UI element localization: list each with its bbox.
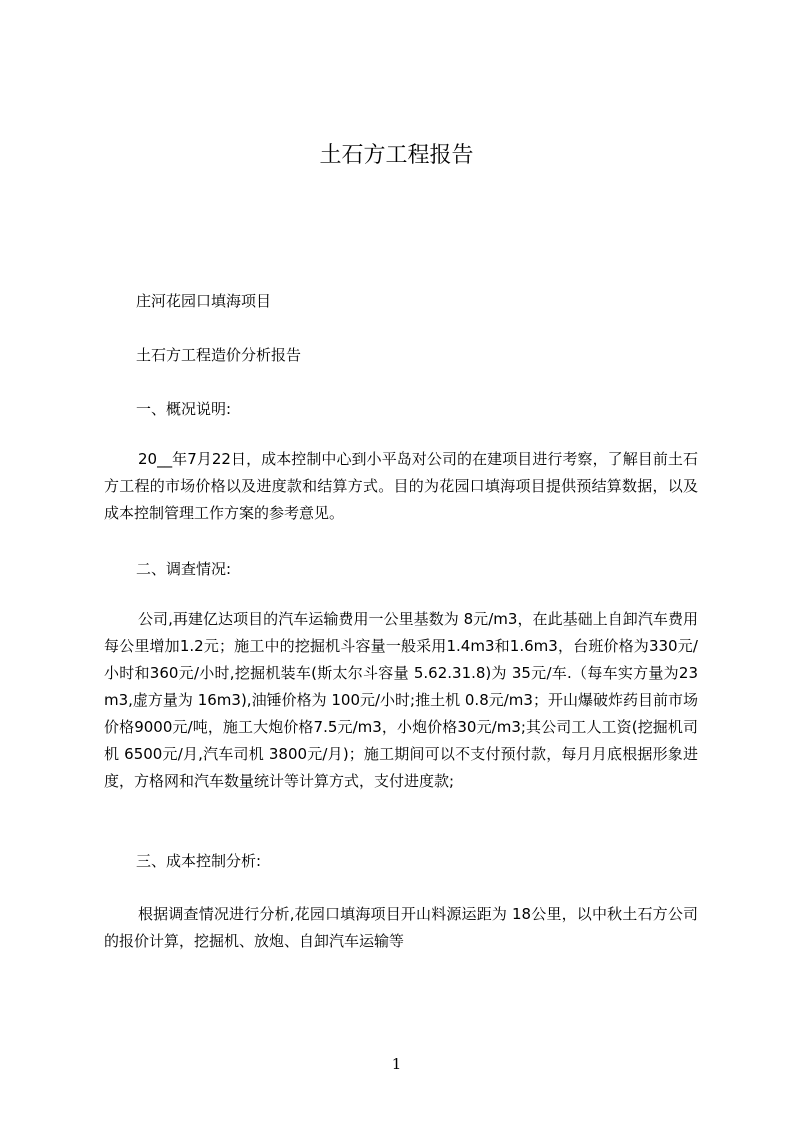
report-title: 土石方工程造价分析报告 bbox=[136, 346, 302, 364]
section3-heading: 三、成本控制分析: bbox=[136, 852, 262, 870]
page-number: 1 bbox=[391, 1055, 402, 1073]
section1-body: 20__年7月22日，成本控制中心到小平岛对公司的在建项目进行考察，了解目前土石方工程的市场价格以及进度款和结算方式。目的为花园口填海项目提供预结算数据，以及成本控制管理工作方案的参考意见。 bbox=[104, 450, 698, 522]
section2-heading: 二、调查情况: bbox=[136, 560, 232, 578]
section3-body: 根据调查情况进行分析,花园口填海项目开山料源运距为 18公里，以中秋土石方公司的报价计算，挖掘机、放炮、自卸汽车运输等 bbox=[104, 905, 698, 950]
document-title: 土石方工程报告 bbox=[319, 143, 474, 168]
section1-heading: 一、概况说明: bbox=[136, 400, 232, 418]
project-name: 庄河花园口填海项目 bbox=[136, 292, 272, 310]
section2-body: 公司,再建亿达项目的汽车运输费用一公里基数为 8元/m3，在此基础上自卸汽车费用每公里增加1.2元；施工中的挖掘机斗容量一般采用1.4m3和1.6m3，台班价格为330元/小时和360元/小时,挖掘机装车(斯太尔斗容量 5.62.31.8)为 35元/车.（每车实方量为23m3,虚方量为 16m3),油锤价格为 100元/小时;推土机 0.8元/m3；开山爆破炸药目前市场价格9000元/吨，施工大炮价格7.5元/m3，小炮价格30元/m3;其公司工人工资(挖掘机司机 6500元/月,汽车司机 3800元/月)；施工期间可以不支付预付款，每月月底根据形象进度，方格网和汽车数量统计等计算方式，支付进度款; bbox=[104, 610, 698, 790]
